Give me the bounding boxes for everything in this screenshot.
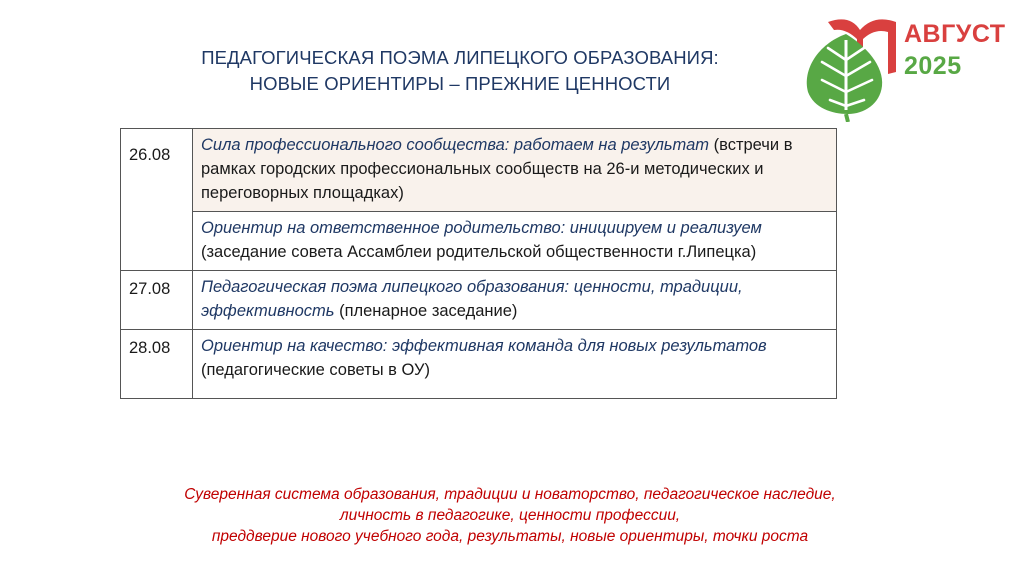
event-detail: (педагогические советы в ОУ) bbox=[201, 361, 430, 379]
logo-year: 2025 bbox=[904, 52, 962, 80]
event-title: Педагогическая поэма липецкого образования: ценности, традиции, эффективность bbox=[201, 278, 743, 320]
page-title-line-2: НОВЫЕ ОРИЕНТИРЫ – ПРЕЖНИЕ ЦЕННОСТИ bbox=[249, 73, 671, 94]
schedule-table bbox=[120, 128, 837, 399]
event-cell bbox=[193, 129, 837, 212]
event-cell bbox=[193, 330, 837, 399]
table-row bbox=[121, 330, 837, 399]
logo-word: АВГУСТ bbox=[904, 20, 1006, 48]
event-title: Ориентир на ответственное родительство: инициируем и реализуем bbox=[201, 219, 762, 237]
footer-line-3: преддверие нового учебного года, результаты, новые ориентиры, точки роста bbox=[211, 528, 809, 545]
table-row bbox=[121, 271, 837, 330]
table-row bbox=[121, 212, 837, 271]
date-cell: 27.08 bbox=[121, 271, 193, 330]
page-title bbox=[110, 45, 810, 97]
event-cell bbox=[193, 212, 837, 271]
event-cell bbox=[193, 271, 837, 330]
date-cell: 26.08 bbox=[121, 129, 193, 271]
event-detail: (заседание совета Ассамблеи родительской общественности г.Липецка) bbox=[201, 243, 757, 261]
table-row bbox=[121, 129, 837, 212]
event-detail: (встречи в рамках городских профессиональных сообществ на 26-и методических и переговорных площадках) bbox=[201, 136, 793, 202]
footer-keywords bbox=[100, 484, 920, 547]
date-cell: 28.08 bbox=[121, 330, 193, 399]
event-title: Сила профессионального сообщества: работаем на результат bbox=[201, 136, 710, 154]
avgust-2025-logo bbox=[798, 10, 1018, 122]
event-detail: (пленарное заседание) bbox=[334, 302, 518, 320]
event-title: Ориентир на качество: эффективная команда для новых результатов bbox=[201, 337, 767, 355]
footer-line-2: личность в педагогике, ценности профессии, bbox=[339, 507, 681, 524]
leaf-book-icon bbox=[798, 10, 904, 122]
page-title-line-1: ПЕДАГОГИЧЕСКАЯ ПОЭМА ЛИПЕЦКОГО ОБРАЗОВАНИЯ: bbox=[201, 47, 719, 68]
footer-line-1: Суверенная система образования, традиции и новаторство, педагогическое наследие, bbox=[184, 486, 836, 503]
